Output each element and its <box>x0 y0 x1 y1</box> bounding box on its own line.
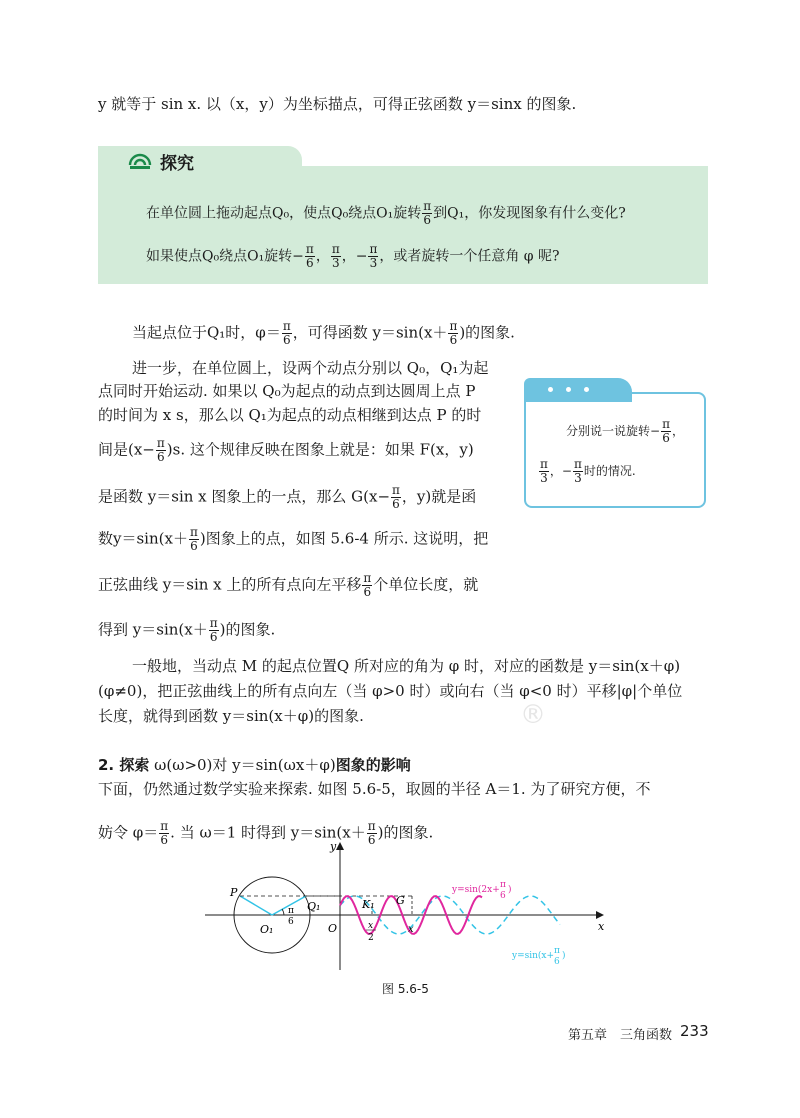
label-G: G <box>396 894 405 907</box>
fraction: $\frac{\pi}{6}$ <box>282 319 291 347</box>
fraction: $\frac{\pi}{6}$ <box>160 819 169 847</box>
label-O1: O₁ <box>260 923 274 936</box>
angle-label-num: π <box>288 906 294 916</box>
tab-dot <box>566 387 571 392</box>
svg-text:y=sin(2x+: y=sin(2x+ <box>452 885 500 895</box>
label-y: y <box>330 840 337 853</box>
fraction: $\frac{\pi}{6}$ <box>449 319 458 347</box>
fraction: $\frac{\pi}{6}$ <box>209 616 218 644</box>
page-number: 233 <box>680 1022 709 1040</box>
label-Q1: Q₁ <box>307 900 321 913</box>
svg-text:6: 6 <box>554 957 560 967</box>
side-note-line-1: 分别说一说旋转− $\frac{\pi}{6}$ ， <box>566 417 684 445</box>
registered-mark: ® <box>520 700 546 730</box>
explore-line-1: 在单位圆上拖动起点Q₀，使点Q₀绕点O₁旋转 $\frac{\pi}{6}$ 到Q₁，你发现图象有什么变化? <box>146 199 626 227</box>
paragraph-line: 长度，就得到函数 y＝sin(x＋φ)的图象. <box>98 707 364 725</box>
tick-x-half-den: 2 <box>368 933 374 943</box>
paragraph-line: 间是(x− $\frac{\pi}{6}$ )s. 这个规律反映在图象上就是：如果 F(x，y) <box>98 436 474 464</box>
tab-dot <box>548 387 553 392</box>
side-note-line-2: $\frac{\pi}{3}$ ，− $\frac{\pi}{3}$ 时的情况. <box>540 457 636 485</box>
svg-text:): ) <box>562 951 566 961</box>
fraction: $\frac{\pi}{6}$ <box>363 571 372 599</box>
label-K1: K₁ <box>362 898 375 911</box>
chapter-footer: 第五章 三角函数 <box>568 1028 673 1043</box>
figure-sine-graph <box>200 840 620 975</box>
fraction: $\frac{\pi}{6}$ <box>189 525 198 553</box>
angle-arc <box>282 909 284 915</box>
fraction: $\frac{\pi}{6}$ <box>392 483 400 511</box>
fraction: $\frac{\pi}{6}$ <box>423 199 432 227</box>
fraction: $\frac{\pi}{6}$ <box>305 242 314 270</box>
explore-title: 探究 <box>160 154 194 174</box>
paragraph-line: 数y＝sin(x＋ $\frac{\pi}{6}$ )图象上的点，如图 5.6-4 所示. 这说明，把 <box>98 525 489 553</box>
curve2-label <box>511 946 566 967</box>
angle-label-den: 6 <box>288 917 294 927</box>
svg-text:π: π <box>554 946 560 956</box>
fraction: $\frac{\pi}{3}$ <box>331 242 340 270</box>
fraction: $\frac{\pi}{6}$ <box>662 417 670 445</box>
label-O: O <box>328 922 338 935</box>
paragraph-line: 妨令 φ＝ $\frac{\pi}{6}$ . 当 ω＝1 时得到 y＝sin(x＋ $\frac{\pi}{6}$ )的图象. <box>98 819 434 847</box>
paragraph-line: 一般地，当动点 M 的起点位置Q 所对应的角为 φ 时，对应的函数是 y＝sin(x＋φ) <box>132 657 681 675</box>
radius-to-P <box>240 896 272 915</box>
svg-text:y=sin(x+: y=sin(x+ <box>512 951 555 961</box>
tick-x: x <box>408 924 414 935</box>
svg-text:π: π <box>500 880 506 890</box>
tab-dot <box>584 387 589 392</box>
side-note-tab <box>524 378 632 402</box>
fraction: $\frac{\pi}{6}$ <box>156 436 165 464</box>
paragraph-line: 得到 y＝sin(x＋ $\frac{\pi}{6}$ )的图象. <box>98 616 276 644</box>
fraction: $\frac{\pi}{3}$ <box>540 457 548 485</box>
fraction: $\frac{\pi}{6}$ <box>367 819 376 847</box>
svg-text:6: 6 <box>500 891 506 901</box>
fraction: $\frac{\pi}{3}$ <box>369 242 378 270</box>
label-P: P <box>230 886 238 899</box>
tick-x-half-num: x <box>368 921 374 931</box>
side-note-box <box>524 392 706 508</box>
svg-text:): ) <box>508 885 512 895</box>
paragraph-line: (φ≠0)，把正弦曲线上的所有点向左（当 φ>0 时）或向右（当 φ<0 时）平移|φ|个单位 <box>98 682 683 700</box>
paragraph-line: 的时间为 x s，那么以 Q₁为起点的动点相继到达点 P 的时 <box>98 406 482 424</box>
paragraph-line: 是函数 y＝sin x 图象上的一点，那么 G(x− $\frac{\pi}{6}$ ，y)就是函 <box>98 483 477 511</box>
explore-line-2: 如果使点Q₀绕点O₁旋转− $\frac{\pi}{6}$ ， $\frac{\pi}{3}$ ，− $\frac{\pi}{3}$ ，或者旋转一个任意角 φ 呢? <box>146 242 560 270</box>
paragraph-line: 当起点位于Q₁时，φ＝ $\frac{\pi}{6}$ ，可得函数 y＝sin(x＋ $\frac{\pi}{6}$ )的图象. <box>132 319 515 347</box>
paragraph-line: 下面，仍然通过数学实验来探索. 如图 5.6-5，取圆的半径 A＝1. 为了研究方便，不 <box>98 780 651 798</box>
paragraph-line: 正弦曲线 y＝sin x 上的所有点向左平移 $\frac{\pi}{6}$ 个单位长度，就 <box>98 571 479 599</box>
label-x-axis: x <box>598 920 605 933</box>
fraction: $\frac{\pi}{3}$ <box>573 457 582 485</box>
paragraph-line: 点同时开始运动. 如果以 Q₀为起点的动点到达圆周上点 P <box>98 382 476 400</box>
paragraph-line: 进一步，在单位圆上，设两个动点分别以 Q₀，Q₁为起 <box>132 359 489 377</box>
paragraph-line: y 就等于 sin x. 以（x，y）为坐标描点，可得正弦函数 y＝sinx 的图象. <box>98 95 577 113</box>
section-heading: 2. 探索 ω(ω>0)对 y＝sin(ωx＋φ)图象的影响 <box>98 756 411 774</box>
figure-caption: 图 5.6-5 <box>382 982 429 996</box>
explore-icon <box>128 151 152 171</box>
